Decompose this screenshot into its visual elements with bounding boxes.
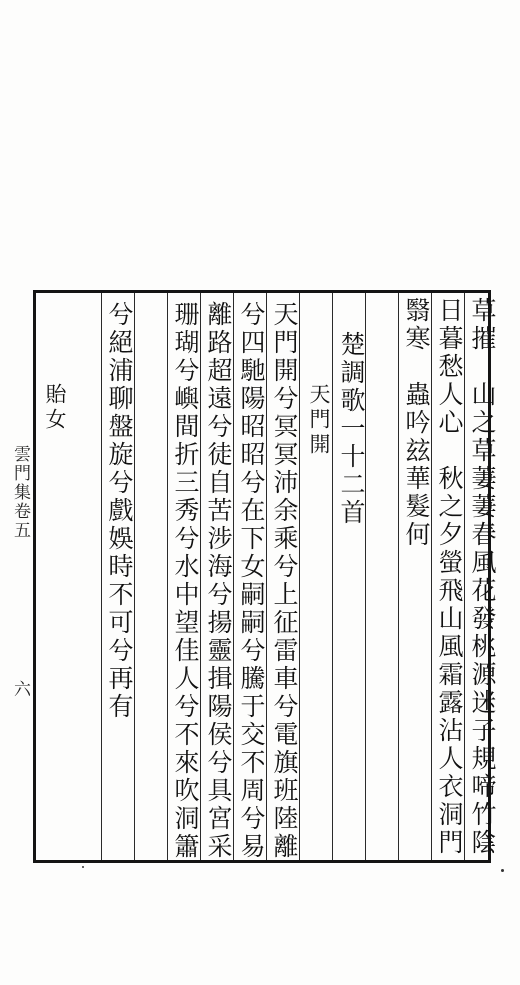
page-frame [33,290,497,863]
text-column: 兮四馳陽昭昭兮在下女嗣嗣兮騰于交不周兮易 [237,301,266,861]
text-column: 草摧 山之草萋萋春風花發桃源迷子規啼竹陰 [468,297,497,857]
book-title-margin: 雲門集卷五 [10,445,30,540]
column-rule [332,293,333,860]
paper-speck [501,869,504,872]
poem-title: 天門開 [307,383,331,458]
column-rule [431,293,432,860]
column-rule [233,293,234,860]
column-rule [167,293,168,860]
column-rule [200,293,201,860]
poem-title: 貽女 [43,383,67,433]
column-rule [266,293,267,860]
text-column: 離路超遠兮徒自苦涉海兮揚靈揖陽侯兮具宮采 [204,301,233,861]
column-rule [101,293,102,860]
text-column: 兮絕浦聊盤旋兮戲娛時不可兮再有 [105,301,134,721]
column-rule [299,293,300,860]
page-number: 六 [10,680,30,699]
text-column: 天門開兮冥冥沛余乘兮上征雷車兮電旗班陸離 [270,301,299,861]
paper-speck [82,866,84,868]
text-column: 日暮愁人心 秋之夕螢飛山風霜露沾人衣洞門 [435,297,464,857]
text-column: 珊瑚兮嶼間折三秀兮水中望佳人兮不來吹洞簫 [171,301,200,861]
column-rule [398,293,399,860]
text-column: 翳寒 蟲吟玆華髮何 [402,297,431,549]
section-heading: 楚調歌一十二首 [337,331,366,527]
column-rule [464,293,465,860]
column-rule [134,293,135,860]
